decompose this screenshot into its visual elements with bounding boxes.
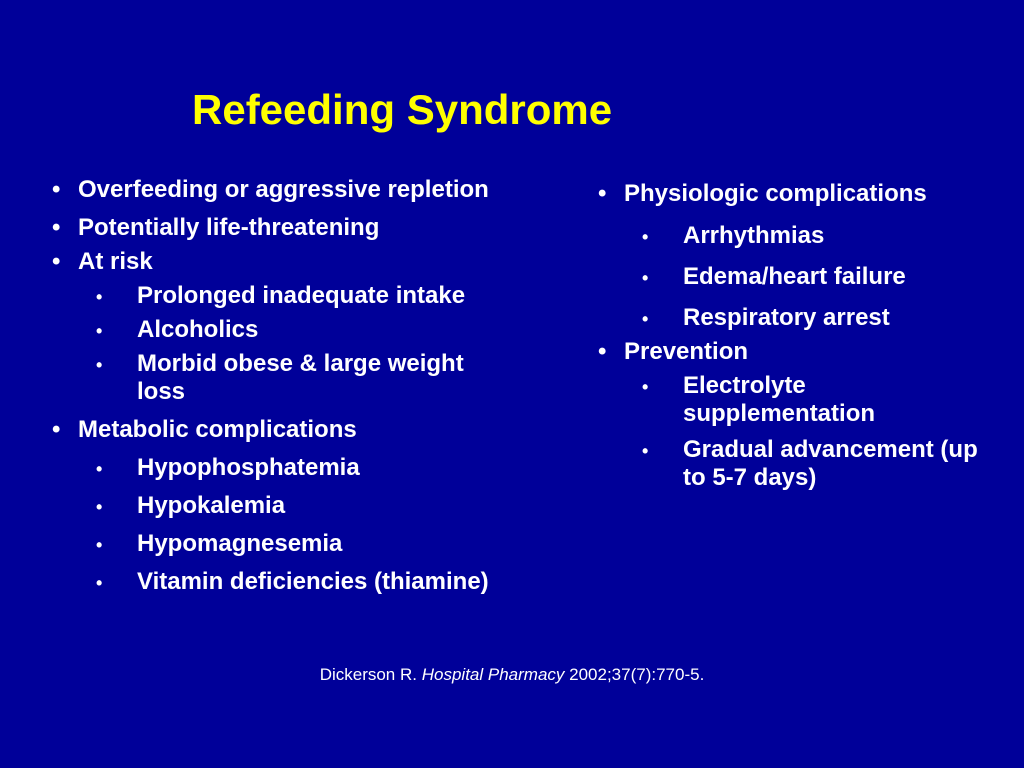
left-column [52,176,592,596]
sub-bullet-text: Hypokalemia [137,492,286,519]
right-column [598,180,1018,492]
sub-bullet-text: Prolonged inadequate intake [137,282,466,309]
sub-bullet-item [52,350,497,406]
sub-bullet-item [52,492,592,520]
bullet-text: Overfeeding or aggressive repletion [78,176,489,203]
sub-bullet-text: Gradual advancement (up to 5-7 days) [683,436,978,491]
sub-bullet-text: Vitamin deficiencies (thiamine) [137,568,489,595]
bullet-item [52,248,592,276]
bullet-text: Potentially life-threatening [78,214,380,241]
sub-bullet-icon: • [96,535,103,555]
bullet-text: At risk [78,248,153,275]
bullet-icon: • [52,248,61,275]
bullet-icon: • [52,214,61,241]
bullet-icon: • [598,180,607,207]
sub-bullet-text: Electrolyte supplementation [683,372,876,427]
sub-bullet-icon: • [96,321,103,341]
bullet-text: Metabolic complications [78,416,357,443]
sub-bullet-item [598,222,1018,250]
bullet-item [52,416,592,444]
sub-bullet-item [52,282,592,310]
sub-bullet-text: Hypophosphatemia [137,454,360,481]
citation-author: Dickerson R. [319,665,417,684]
sub-bullet-icon: • [96,573,103,593]
citation [0,664,1024,686]
sub-bullet-item [52,454,592,482]
sub-bullet-icon: • [96,355,103,375]
sub-bullet-text: Arrhythmias [683,222,825,249]
sub-bullet-text: Hypomagnesemia [137,530,343,557]
sub-bullet-icon: • [642,227,649,247]
bullet-item [598,338,1018,366]
citation-details: 2002;37(7):770-5. [569,665,705,684]
sub-bullet-item [598,304,1018,332]
sub-bullet-text: Morbid obese & large weight loss [137,350,464,405]
bullet-item [52,214,592,242]
bullet-item [598,180,1018,208]
bullet-text: Prevention [624,338,749,365]
bullet-icon: • [52,176,61,203]
sub-bullet-icon: • [642,377,649,397]
sub-bullet-icon: • [642,441,649,461]
bullet-icon: • [52,416,61,443]
slide-title: Refeeding Syndrome [192,86,613,133]
bullet-icon: • [598,338,607,365]
sub-bullet-icon: • [96,497,103,517]
sub-bullet-icon: • [642,268,649,288]
citation-journal: Hospital Pharmacy [421,665,565,684]
sub-bullet-icon: • [642,309,649,329]
sub-bullet-text: Respiratory arrest [683,304,890,331]
sub-bullet-item [598,436,1003,492]
sub-bullet-text: Edema/heart failure [683,263,906,290]
sub-bullet-icon: • [96,459,103,479]
sub-bullet-item [598,372,983,428]
sub-bullet-item [52,316,592,344]
bullet-item [52,176,592,204]
sub-bullet-text: Alcoholics [137,316,259,343]
sub-bullet-icon: • [96,287,103,307]
sub-bullet-item [598,263,1018,291]
sub-bullet-item [52,530,592,558]
sub-bullet-item [52,568,592,596]
bullet-text: Physiologic complications [624,180,927,207]
